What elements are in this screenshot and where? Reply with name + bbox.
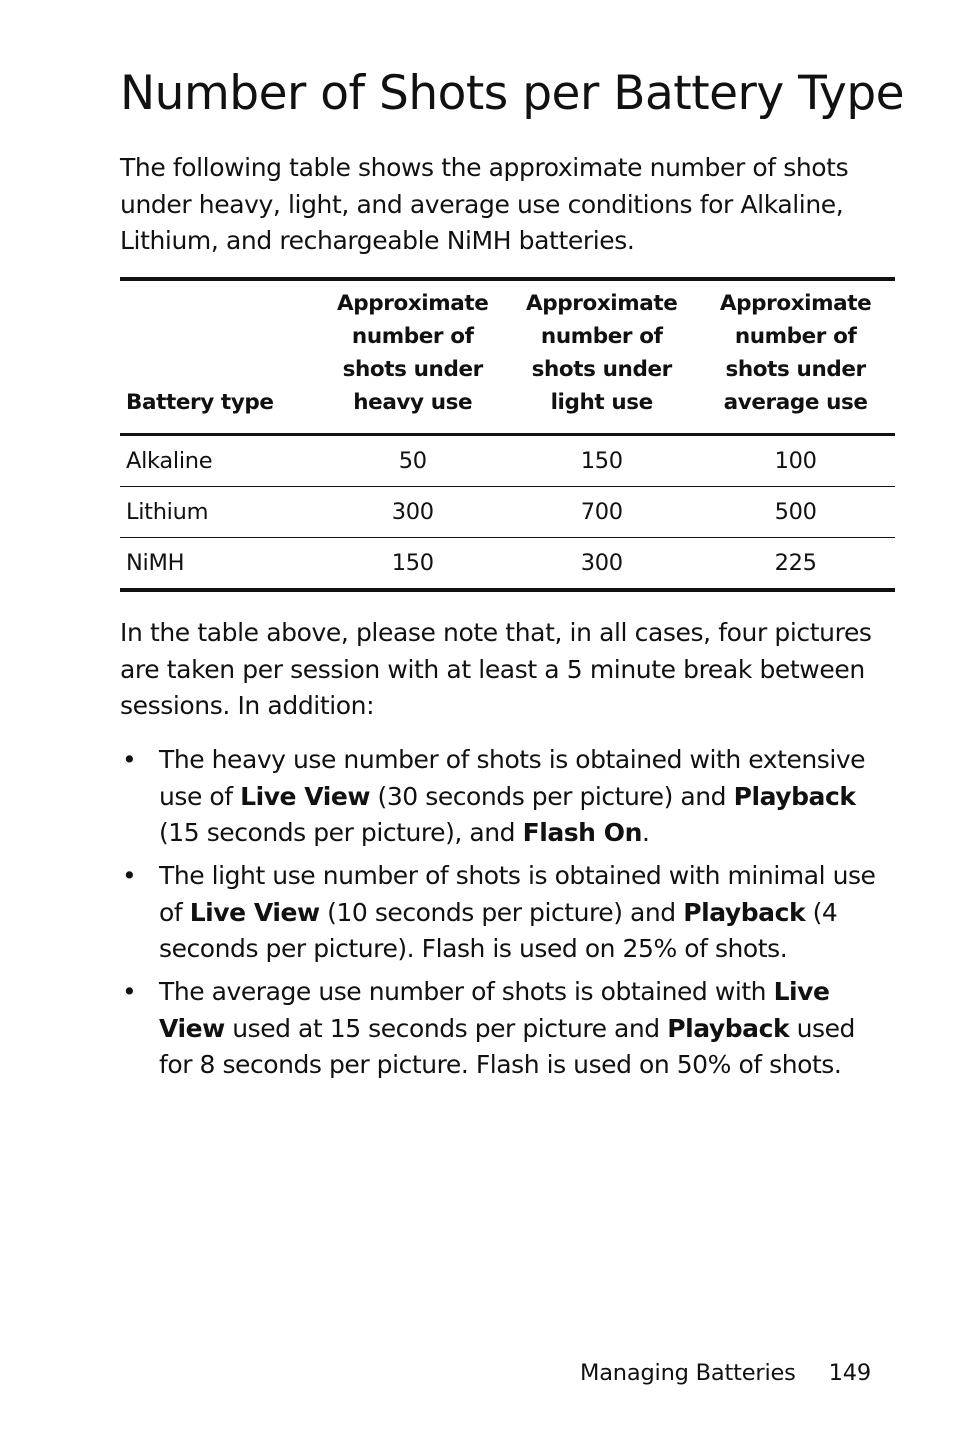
cell-average: 225 bbox=[774, 550, 817, 576]
ui-term: Playback bbox=[683, 897, 806, 927]
header-line: light use bbox=[550, 390, 653, 415]
page-title: Number of Shots per Battery Type bbox=[120, 66, 905, 121]
footer-section-title: Managing Batteries bbox=[580, 1360, 796, 1386]
header-line: number of bbox=[734, 324, 857, 349]
text-run: used for 8 seconds per picture. Flash is used on 50% of shots. bbox=[159, 1013, 855, 1079]
list-item bbox=[120, 974, 895, 1084]
cell-battery-type: Alkaline bbox=[120, 435, 318, 487]
table-row bbox=[120, 487, 895, 538]
bullet-icon: • bbox=[122, 745, 137, 774]
header-average-use bbox=[696, 279, 895, 435]
header-line: number of bbox=[351, 324, 474, 349]
bullet-icon: • bbox=[122, 977, 137, 1006]
header-line: shots under bbox=[342, 357, 483, 382]
battery-shots-table bbox=[120, 277, 895, 592]
header-line: Approximate bbox=[526, 291, 678, 316]
text-run: (30 seconds per picture) and bbox=[370, 781, 734, 811]
cell-heavy: 300 bbox=[318, 487, 507, 538]
intro-paragraph: The following table shows the approximate number of shots under heavy, light, and average use conditions for Alkaline, Lithium, and rechargeable NiMH batteries. bbox=[120, 153, 849, 255]
page-number: 149 bbox=[828, 1360, 872, 1386]
table-header-row bbox=[120, 279, 895, 435]
text-run: The light use number of shots is obtained with minimal use of bbox=[159, 861, 876, 927]
table-row bbox=[120, 538, 895, 591]
text-run: (15 seconds per picture), and bbox=[159, 818, 523, 847]
text-run: used at 15 seconds per picture and bbox=[224, 1013, 668, 1043]
list-item bbox=[120, 742, 895, 852]
note-paragraph: In the table above, please note that, in all cases, four pictures are taken per session with at least a 5 minute break between sessions. In addition: bbox=[120, 618, 872, 720]
cell-average: 500 bbox=[696, 487, 895, 538]
list-item bbox=[120, 858, 895, 968]
text-run: (10 seconds per picture) and bbox=[319, 897, 684, 927]
ui-term: Playback bbox=[733, 781, 856, 811]
header-line: shots under bbox=[725, 357, 866, 382]
ui-term: Live View bbox=[240, 781, 371, 811]
text-run: (4 seconds per picture). Flash is used on 25% of shots. bbox=[159, 897, 838, 963]
cell-heavy: 150 bbox=[391, 550, 434, 576]
header-line: heavy use bbox=[353, 390, 473, 415]
header-line: number of bbox=[540, 324, 663, 349]
ui-term: Live View bbox=[189, 897, 320, 927]
header-heavy-use bbox=[318, 279, 507, 435]
header-line: Approximate bbox=[719, 291, 872, 316]
cell-heavy: 50 bbox=[318, 435, 507, 487]
usage-conditions-list bbox=[120, 742, 895, 1090]
header-line: average use bbox=[723, 390, 868, 415]
cell-battery-type: NiMH bbox=[126, 550, 185, 576]
page-footer bbox=[580, 1357, 871, 1389]
cell-average: 100 bbox=[696, 435, 895, 487]
text-run: . bbox=[641, 818, 650, 847]
cell-battery-type: Lithium bbox=[120, 487, 318, 538]
table-row bbox=[120, 435, 895, 487]
cell-light: 700 bbox=[507, 487, 696, 538]
header-line: shots under bbox=[531, 357, 672, 382]
header-light-use bbox=[507, 279, 696, 435]
ui-term: Live View bbox=[159, 977, 830, 1043]
bullet-icon: • bbox=[122, 861, 137, 890]
ui-term: Flash On bbox=[522, 818, 642, 847]
cell-light: 300 bbox=[580, 550, 623, 576]
text-run: The heavy use number of shots is obtained with extensive use of bbox=[159, 745, 866, 811]
ui-term: Playback bbox=[667, 1013, 790, 1043]
header-line: Approximate bbox=[337, 291, 489, 316]
cell-light: 150 bbox=[507, 435, 696, 487]
header-battery-type: Battery type bbox=[120, 279, 318, 435]
text-run: The average use number of shots is obtained with bbox=[159, 977, 774, 1006]
